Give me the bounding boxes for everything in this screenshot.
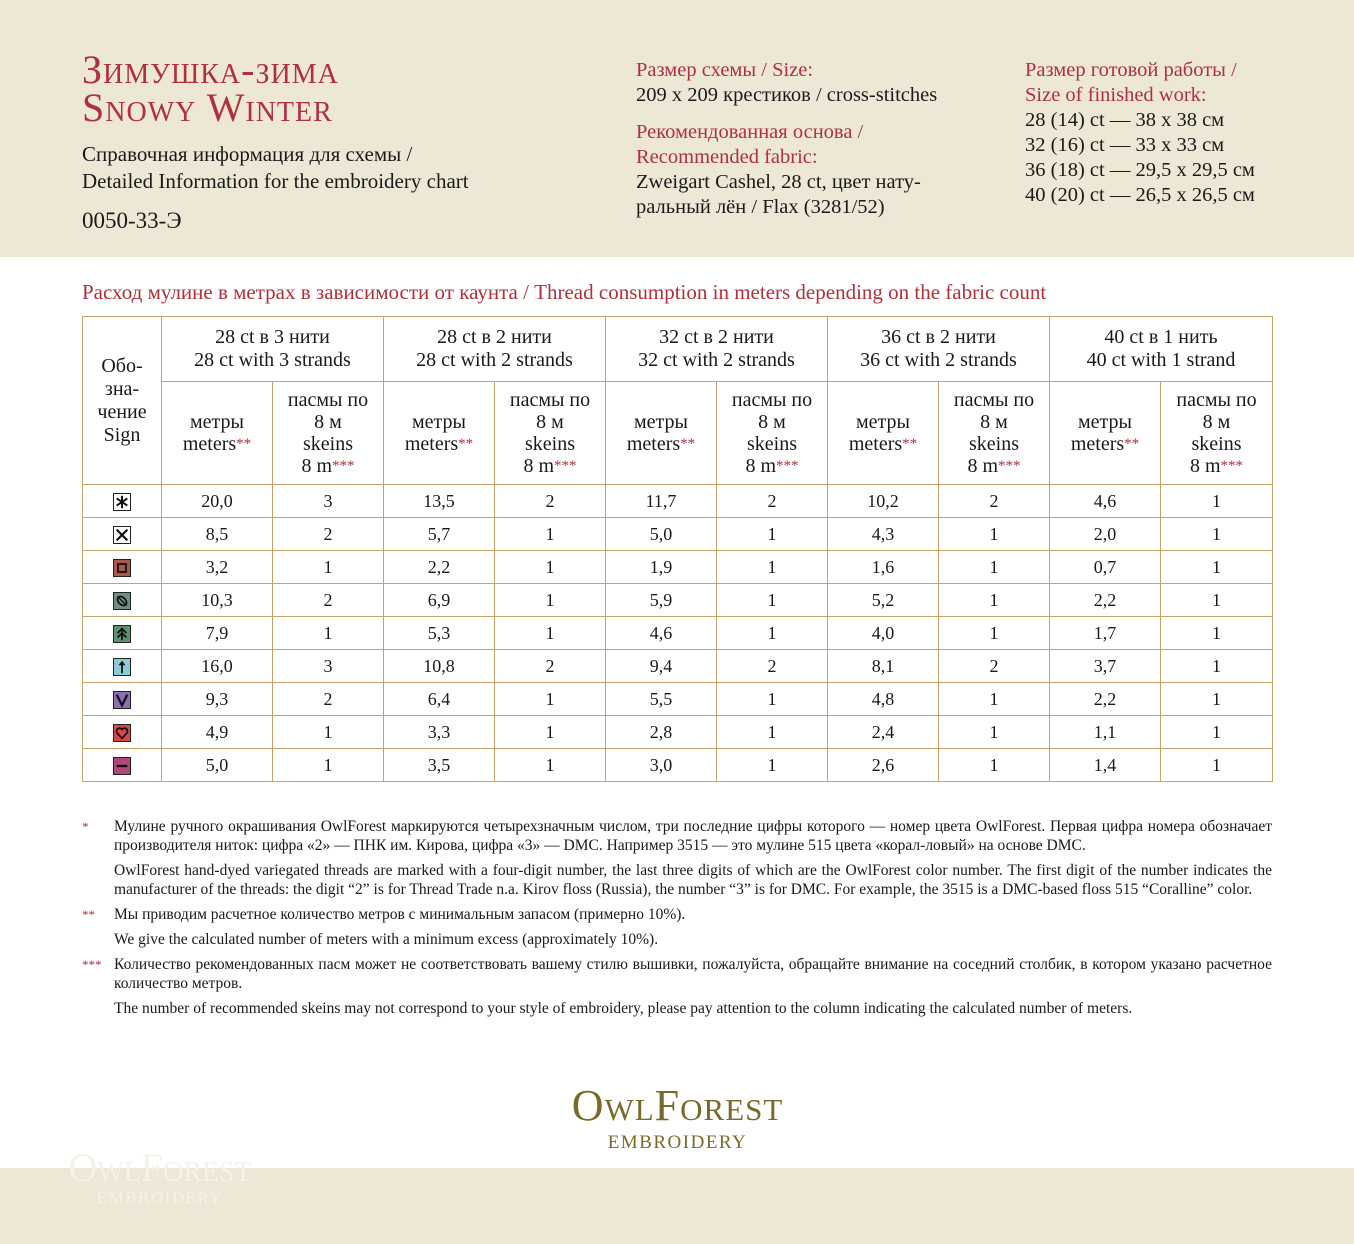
- finished-size: 36 (18) ct — 29,5 x 29,5 см: [1025, 159, 1255, 181]
- meters-stars: **: [902, 436, 918, 452]
- sign-cell: [83, 584, 162, 617]
- footnote-paragraph: [82, 905, 1272, 924]
- skeins-cell: 3: [273, 650, 384, 683]
- meters-cell: 9,4: [606, 650, 717, 683]
- skeins-header-line: skeins: [1191, 433, 1242, 455]
- footnote-text: Мулине ручного окрашивания OwlForest маркируются четырехзначным числом, три последние цифры которого — номер цвета OwlForest. Первая цифра номера обозначает производителя ниток: цифра «2» — ПНК им. Кирова, цифра «3» — DMC. Например 3515 — это мулине 515 цвета «корал-ловый» на основе DMC.: [114, 818, 1272, 854]
- skeins-header-line: skeins: [969, 433, 1019, 455]
- meters-cell: 1,4: [1050, 749, 1161, 782]
- meters-header: [1050, 382, 1161, 485]
- meters-header-en: meters**: [182, 433, 252, 455]
- meters-header-en: meters**: [848, 433, 918, 455]
- meters-cell: 2,2: [384, 551, 495, 584]
- skeins-header-line: пасмы по: [953, 389, 1035, 411]
- sign-header-line: зна-: [104, 377, 140, 400]
- skeins-cell: 1: [495, 584, 606, 617]
- meters-header-en: meters**: [404, 433, 474, 455]
- footnote-text: Количество рекомендованных пасм может не соответствовать вашему стилю вышивки, пожалуйста, обращайте внимание на соседний столбик, в котором указано расчетное количество метров.: [114, 956, 1272, 992]
- sign-cell: [83, 683, 162, 716]
- skeins-cell: 1: [273, 716, 384, 749]
- skeins-header-line: 8 m***: [523, 455, 577, 477]
- skeins-cell: 1: [495, 716, 606, 749]
- skeins-cell: 1: [495, 518, 606, 551]
- footnote-paragraph: [82, 861, 1272, 899]
- footnote-mark: *: [82, 819, 89, 834]
- skeins-cell: 1: [717, 551, 828, 584]
- logo-sub: EMBROIDERY: [607, 1132, 748, 1153]
- skeins-header-line: 8 м: [536, 411, 564, 433]
- skeins-cell: 1: [1161, 518, 1273, 551]
- minus-icon: [113, 757, 131, 775]
- skeins-header-line: 8 м: [1202, 411, 1231, 433]
- skeins-cell: 2: [273, 518, 384, 551]
- skeins-cell: 1: [717, 518, 828, 551]
- footnote-paragraph: [82, 999, 1272, 1018]
- fabric-info: [636, 120, 921, 220]
- count-header-en: 28 ct with 2 strands: [416, 349, 573, 371]
- thread-consumption-table: [82, 316, 1273, 782]
- skeins-cell: 1: [1161, 749, 1273, 782]
- header-band: [0, 0, 1354, 257]
- meters-cell: 2,0: [1050, 518, 1161, 551]
- skeins-stars: ***: [332, 458, 355, 474]
- meters-cell: 4,6: [606, 617, 717, 650]
- skeins-cell: 2: [273, 683, 384, 716]
- table-row: [83, 683, 1273, 716]
- footnote-paragraph: [82, 930, 1272, 949]
- meters-header-ru: метры: [1078, 411, 1132, 433]
- skeins-header-line: пасмы по: [1176, 389, 1257, 411]
- skeins-cell: 1: [273, 551, 384, 584]
- count-header-ru: 36 ct в 2 нити: [881, 326, 996, 348]
- skeins-stars: ***: [776, 458, 799, 474]
- meters-cell: 5,5: [606, 683, 717, 716]
- logo-main: OwlForest: [571, 1081, 784, 1130]
- footnote-mark: ***: [82, 957, 102, 972]
- footnote-text: OwlForest hand-dyed variegated threads are marked with a four-digit number, the last three digits of which are the OwlForest color number. The first digit of the number indicates the manufacturer of the threads: the digit “2” is for Thread Trade n.a. Kirov floss (Russia), the number “3” is for DMC. For example, the 3515 is a DMC-based floss 515 “Coralline” color.: [114, 862, 1272, 898]
- meters-cell: 5,0: [606, 518, 717, 551]
- table-row: [83, 617, 1273, 650]
- meters-cell: 1,6: [828, 551, 939, 584]
- sign-cell: [83, 518, 162, 551]
- meters-cell: 5,9: [606, 584, 717, 617]
- footnote-paragraph: [82, 817, 1272, 855]
- title-ru: Зимушка-зима: [82, 47, 339, 92]
- skeins-header: [717, 382, 828, 485]
- skeins-cell: 2: [717, 650, 828, 683]
- chart-code: 0050-33-Э: [82, 208, 182, 233]
- skeins-header-line: 8 m***: [301, 455, 355, 477]
- skeins-header: [495, 382, 606, 485]
- meters-cell: 3,7: [1050, 650, 1161, 683]
- count-header-en: 32 ct with 2 strands: [638, 349, 795, 371]
- meters-cell: 10,3: [162, 584, 273, 617]
- skeins-cell: 1: [495, 617, 606, 650]
- skeins-header-line: 8 m***: [967, 455, 1021, 477]
- skeins-cell: 1: [273, 617, 384, 650]
- skeins-header: [939, 382, 1050, 485]
- count-header: [162, 317, 384, 382]
- skeins-cell: 2: [495, 485, 606, 518]
- meters-cell: 1,9: [606, 551, 717, 584]
- meters-header: [384, 382, 495, 485]
- footnote-mark: **: [82, 907, 95, 922]
- meters-cell: 3,5: [384, 749, 495, 782]
- meters-cell: 4,0: [828, 617, 939, 650]
- skeins-cell: 1: [495, 551, 606, 584]
- subtitle: [82, 141, 469, 195]
- skeins-cell: 1: [939, 551, 1050, 584]
- meters-header: [162, 382, 273, 485]
- meters-cell: 1,1: [1050, 716, 1161, 749]
- skeins-cell: 1: [939, 749, 1050, 782]
- square-icon: [113, 559, 131, 577]
- count-header-ru: 40 ct в 1 нить: [1104, 326, 1218, 348]
- meters-cell: 5,2: [828, 584, 939, 617]
- skeins-header-line: skeins: [747, 433, 797, 455]
- check-v-icon: [113, 691, 131, 709]
- finished-size: 28 (14) ct — 38 x 38 см: [1025, 109, 1225, 131]
- meters-cell: 1,7: [1050, 617, 1161, 650]
- skeins-cell: 1: [1161, 650, 1273, 683]
- skeins-cell: 1: [1161, 617, 1273, 650]
- meters-cell: 6,9: [384, 584, 495, 617]
- meters-cell: 10,8: [384, 650, 495, 683]
- meters-cell: 4,6: [1050, 485, 1161, 518]
- sign-cell: [83, 551, 162, 584]
- fabric-value: Zweigart Cashel, 28 ct, цвет нату-: [636, 171, 921, 193]
- watermark-logo-main: OwlForest: [68, 1145, 252, 1190]
- skeins-cell: 1: [495, 749, 606, 782]
- skeins-cell: 1: [273, 749, 384, 782]
- sign-cell: [83, 650, 162, 683]
- meters-header-ru: метры: [412, 411, 466, 433]
- meters-cell: 9,3: [162, 683, 273, 716]
- meters-cell: 4,8: [828, 683, 939, 716]
- meters-cell: 8,5: [162, 518, 273, 551]
- count-header-ru: 28 ct в 2 нити: [437, 326, 552, 348]
- table-row: [83, 749, 1273, 782]
- tree-icon: [113, 625, 131, 643]
- meters-cell: 6,4: [384, 683, 495, 716]
- skeins-cell: 1: [939, 617, 1050, 650]
- meters-cell: 20,0: [162, 485, 273, 518]
- skeins-cell: 1: [939, 518, 1050, 551]
- skeins-cell: 2: [717, 485, 828, 518]
- skeins-cell: 2: [495, 650, 606, 683]
- meters-cell: 2,8: [606, 716, 717, 749]
- meters-header-ru: метры: [634, 411, 688, 433]
- skeins-header-line: skeins: [525, 433, 575, 455]
- footnote-text: We give the calculated number of meters with a minimum excess (approximately 10%).: [114, 931, 659, 948]
- count-header: [828, 317, 1050, 382]
- skeins-cell: 1: [717, 683, 828, 716]
- skeins-header-line: пасмы по: [287, 389, 369, 411]
- table-title: Расход мулине в метрах в зависимости от каунта / Thread consumption in meters depending on the fabric count: [82, 280, 1047, 304]
- skeins-stars: ***: [998, 458, 1021, 474]
- sign-header-line: Sign: [103, 423, 141, 446]
- meters-cell: 2,4: [828, 716, 939, 749]
- meters-header-ru: метры: [190, 411, 244, 433]
- meters-cell: 3,2: [162, 551, 273, 584]
- finished-label: Размер готовой работы /: [1025, 59, 1237, 81]
- leaf-icon: [113, 592, 131, 610]
- meters-cell: 2,2: [1050, 683, 1161, 716]
- count-header-ru: 28 ct в 3 нити: [215, 326, 330, 348]
- footnotes: [82, 817, 1272, 1024]
- meters-cell: 7,9: [162, 617, 273, 650]
- meters-cell: 13,5: [384, 485, 495, 518]
- meters-header-en: meters**: [1070, 433, 1140, 455]
- skeins-cell: 1: [717, 749, 828, 782]
- count-header-ru: 32 ct в 2 нити: [659, 326, 774, 348]
- skeins-stars: ***: [1220, 458, 1244, 474]
- footnote-text: Мы приводим расчетное количество метров с минимальным запасом (примерно 10%).: [114, 906, 686, 923]
- skeins-cell: 1: [495, 683, 606, 716]
- sign-cell: [83, 485, 162, 518]
- skeins-cell: 2: [273, 584, 384, 617]
- skeins-cell: 2: [939, 650, 1050, 683]
- count-header: [384, 317, 606, 382]
- count-header-en: 28 ct with 3 strands: [194, 349, 351, 371]
- skeins-cell: 1: [717, 584, 828, 617]
- meters-cell: 0,7: [1050, 551, 1161, 584]
- skeins-cell: 1: [717, 617, 828, 650]
- watermark-logo: [40, 1145, 280, 1208]
- subtitle-line: Detailed Information for the embroidery chart: [82, 169, 469, 193]
- meters-cell: 2,2: [1050, 584, 1161, 617]
- finished-label: Size of finished work:: [1025, 84, 1207, 106]
- meters-header: [606, 382, 717, 485]
- skeins-header-line: 8 m***: [1189, 455, 1244, 477]
- meters-stars: **: [1124, 436, 1140, 452]
- footnote-paragraph: [82, 955, 1272, 993]
- size-value: 209 x 209 крестиков / cross-stitches: [636, 84, 938, 106]
- sign-header-line: чение: [97, 400, 147, 423]
- asterisk-icon: [113, 493, 131, 511]
- finished-size-info: [1025, 58, 1255, 208]
- table-row: [83, 650, 1273, 683]
- meters-cell: 2,6: [828, 749, 939, 782]
- meters-cell: 4,3: [828, 518, 939, 551]
- meters-cell: 3,0: [606, 749, 717, 782]
- count-header: [606, 317, 828, 382]
- skeins-header-line: 8 м: [980, 411, 1008, 433]
- meters-cell: 5,7: [384, 518, 495, 551]
- meters-cell: 5,0: [162, 749, 273, 782]
- size-label: Размер схемы / Size:: [636, 59, 814, 81]
- heart-icon: [113, 724, 131, 742]
- skeins-header-line: 8 м: [314, 411, 342, 433]
- meters-cell: 10,2: [828, 485, 939, 518]
- meters-header-en: meters**: [626, 433, 696, 455]
- skeins-cell: 3: [273, 485, 384, 518]
- sign-cell: [83, 749, 162, 782]
- skeins-cell: 1: [1161, 716, 1273, 749]
- meters-stars: **: [458, 436, 474, 452]
- skeins-cell: 2: [939, 485, 1050, 518]
- meters-stars: **: [680, 436, 696, 452]
- count-header: [1050, 317, 1273, 382]
- skeins-header: [1161, 382, 1273, 485]
- table-row: [83, 716, 1273, 749]
- arrow-up-icon: [113, 658, 131, 676]
- skeins-cell: 1: [939, 584, 1050, 617]
- sign-header: [83, 317, 162, 485]
- skeins-header-line: 8 м: [758, 411, 786, 433]
- finished-size: 32 (16) ct — 33 x 33 см: [1025, 134, 1225, 156]
- meters-cell: 3,3: [384, 716, 495, 749]
- skeins-header-line: пасмы по: [731, 389, 813, 411]
- cross-x-icon: [113, 526, 131, 544]
- skeins-header-line: 8 m***: [745, 455, 799, 477]
- sign-cell: [83, 716, 162, 749]
- skeins-cell: 1: [1161, 485, 1273, 518]
- sign-cell: [83, 617, 162, 650]
- fabric-value: ральный лён / Flax (3281/52): [636, 196, 885, 218]
- skeins-header-line: пасмы по: [509, 389, 591, 411]
- meters-cell: 11,7: [606, 485, 717, 518]
- footnote-text: The number of recommended skeins may not correspond to your style of embroidery, please pay attention to the column indicating the calculated number of meters.: [114, 1000, 1133, 1017]
- table-row: [83, 485, 1273, 518]
- meters-cell: 8,1: [828, 650, 939, 683]
- subtitle-line: Справочная информация для схемы /: [82, 142, 413, 166]
- fabric-label: Рекомендованная основа /: [636, 121, 864, 143]
- fabric-label: Recommended fabric:: [636, 146, 818, 168]
- skeins-cell: 1: [939, 716, 1050, 749]
- skeins-stars: ***: [554, 458, 577, 474]
- table-row: [83, 551, 1273, 584]
- meters-header-ru: метры: [856, 411, 910, 433]
- count-header-en: 40 ct with 1 strand: [1086, 349, 1236, 371]
- watermark-logo-sub: EMBROIDERY: [96, 1188, 224, 1207]
- count-header-en: 36 ct with 2 strands: [860, 349, 1017, 371]
- owlforest-logo: [540, 1081, 815, 1154]
- table-row: [83, 584, 1273, 617]
- skeins-cell: 1: [1161, 551, 1273, 584]
- table-row: [83, 518, 1273, 551]
- meters-stars: **: [236, 436, 252, 452]
- meters-cell: 4,9: [162, 716, 273, 749]
- skeins-header-line: skeins: [303, 433, 353, 455]
- skeins-cell: 1: [1161, 683, 1273, 716]
- title-en: Snowy Winter: [82, 85, 333, 130]
- skeins-header: [273, 382, 384, 485]
- skeins-cell: 1: [717, 716, 828, 749]
- meters-header: [828, 382, 939, 485]
- meters-cell: 16,0: [162, 650, 273, 683]
- sign-header-line: Обо-: [101, 354, 143, 377]
- finished-size: 40 (20) ct — 26,5 x 26,5 см: [1025, 184, 1255, 206]
- skeins-cell: 1: [1161, 584, 1273, 617]
- meters-cell: 5,3: [384, 617, 495, 650]
- skeins-cell: 1: [939, 683, 1050, 716]
- size-info: [636, 58, 937, 108]
